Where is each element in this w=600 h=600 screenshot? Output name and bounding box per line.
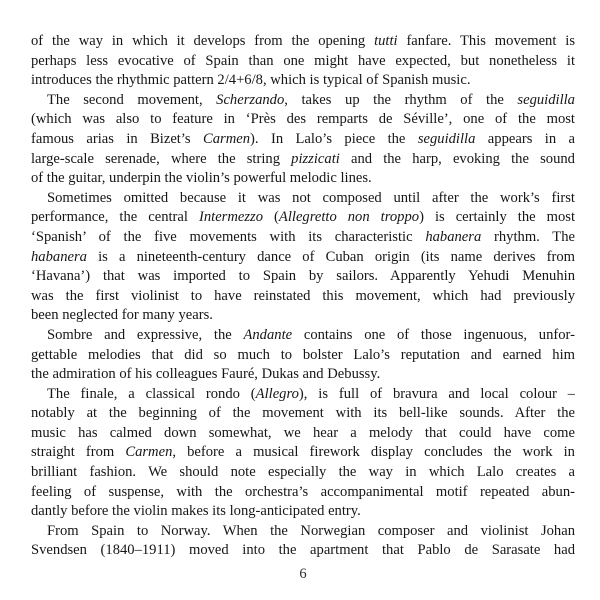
- text-run: perhaps less evocative of Spain than one might have expected, but nonetheless it: [31, 52, 575, 69]
- text-line: [31, 463, 575, 483]
- text-line: [31, 32, 575, 52]
- text-run: introduces the rhythmic pattern 2/4+6/8, which is typical of Spanish music.: [31, 72, 471, 89]
- text-run: brilliant fashion. We should note especially the way in which Lalo creates a: [31, 464, 575, 481]
- text-run: large-scale serenade, where the string: [31, 150, 292, 167]
- text-run: Svendsen (1840–1911) moved into the apartment that Pablo de Sarasate had: [31, 542, 575, 559]
- paragraph: [31, 326, 575, 385]
- text-run: The finale, a classical rondo (: [47, 385, 256, 402]
- text-run: (which was also to feature in ‘Près des remparts de Séville’, one of the most: [31, 111, 575, 128]
- text-run: (: [263, 209, 279, 226]
- text-line: [31, 71, 575, 91]
- text-line: [31, 502, 575, 522]
- text-run: of the guitar, underpin the violin’s powerful melodic lines.: [31, 170, 372, 187]
- text-line: [31, 306, 575, 326]
- text-line: [31, 169, 575, 189]
- text-run: appears in a: [475, 130, 575, 147]
- italic-text-run: habanera: [425, 228, 482, 245]
- italic-text-run: Scherzando: [216, 91, 285, 108]
- text-line: [31, 522, 575, 542]
- paragraph: [31, 522, 575, 561]
- text-run: music has calmed down somewhat, we hear a melody that could have come: [31, 424, 575, 441]
- italic-text-run: Allegro: [255, 385, 299, 402]
- text-line: [31, 483, 575, 503]
- text-line: [31, 130, 575, 150]
- text-line: [31, 150, 575, 170]
- text-line: [31, 385, 575, 405]
- page-number: 6: [299, 566, 307, 582]
- italic-text-run: seguidilla: [517, 91, 575, 108]
- text-run: is a nineteenth-century dance of Cuban origin (its name derives from: [86, 248, 575, 265]
- page-text: [31, 32, 575, 561]
- italic-text-run: seguidilla: [417, 130, 476, 147]
- text-run: straight from: [31, 444, 126, 461]
- text-run: rhythm. The: [481, 228, 575, 245]
- text-run: of the way in which it develops from the opening: [31, 33, 375, 49]
- text-run: ‘Havana’) that was imported to Spain by sailors. Apparently Yehudi Menuhin: [31, 268, 575, 285]
- text-line: [31, 228, 575, 248]
- text-run: dantly before the violin makes its long-anticipated entry.: [31, 503, 361, 520]
- italic-text-run: tutti: [374, 33, 398, 49]
- text-line: [31, 91, 575, 111]
- text-run: Sombre and expressive, the: [47, 326, 244, 343]
- text-line: [31, 541, 575, 561]
- text-run: ), is full of bravura and local colour –: [298, 385, 575, 402]
- text-run: feeling of suspense, with the orchestra’s accompanimental motif repeated abun-: [31, 483, 575, 500]
- italic-text-run: Intermezzo: [198, 209, 264, 226]
- text-line: [31, 52, 575, 72]
- italic-text-run: Allegretto non troppo: [278, 209, 420, 226]
- text-line: [31, 326, 575, 346]
- text-run: ). In Lalo’s piece the: [250, 130, 418, 147]
- text-run: performance, the central: [31, 209, 199, 226]
- text-line: [31, 365, 575, 385]
- text-line: [31, 208, 575, 228]
- text-line: [31, 404, 575, 424]
- italic-text-run: Carmen: [203, 130, 251, 147]
- italic-text-run: Andante: [243, 326, 293, 343]
- text-run: been neglected for many years.: [31, 307, 213, 324]
- text-run: , takes up the rhythm of the: [284, 91, 518, 108]
- text-line: [31, 424, 575, 444]
- italic-text-run: pizzicati: [291, 150, 340, 167]
- text-line: [31, 248, 575, 268]
- text-line: [31, 287, 575, 307]
- text-run: fanfare. This movement is: [397, 33, 575, 49]
- text-run: famous arias in Bizet’s: [31, 130, 204, 147]
- text-line: [31, 189, 575, 209]
- text-run: and the harp, evoking the sound: [339, 150, 575, 167]
- text-run: notably at the beginning of the movement with its bell-like sounds. After the: [31, 405, 575, 422]
- text-run: Sometimes omitted because it was not composed until after the work’s first: [47, 189, 575, 206]
- text-run: was the first violinist to have reinstated this movement, which had previously: [31, 287, 575, 304]
- paragraph: [31, 91, 575, 189]
- text-line: [31, 443, 575, 463]
- text-line: [31, 110, 575, 130]
- text-run: ‘Spanish’ of the five movements with its characteristic: [31, 228, 426, 245]
- text-line: [31, 267, 575, 287]
- paragraph: [31, 385, 575, 522]
- text-run: The second movement,: [47, 91, 217, 108]
- text-run: ) is certainly the most: [419, 209, 575, 226]
- italic-text-run: Carmen: [125, 444, 173, 461]
- text-run: the admiration of his colleagues Fauré, Dukas and Debussy.: [31, 366, 381, 383]
- text-run: From Spain to Norway. When the Norwegian composer and violinist Johan: [47, 522, 575, 539]
- text-line: [31, 346, 575, 366]
- paragraph: [31, 32, 575, 91]
- text-run: gettable melodies that did so much to bolster Lalo’s reputation and earned him: [31, 346, 575, 363]
- italic-text-run: habanera: [31, 248, 87, 265]
- text-run: contains one of those ingenuous, unfor-: [292, 326, 575, 343]
- text-run: , before a musical firework display concludes the work in: [172, 444, 575, 461]
- paragraph: [31, 189, 575, 326]
